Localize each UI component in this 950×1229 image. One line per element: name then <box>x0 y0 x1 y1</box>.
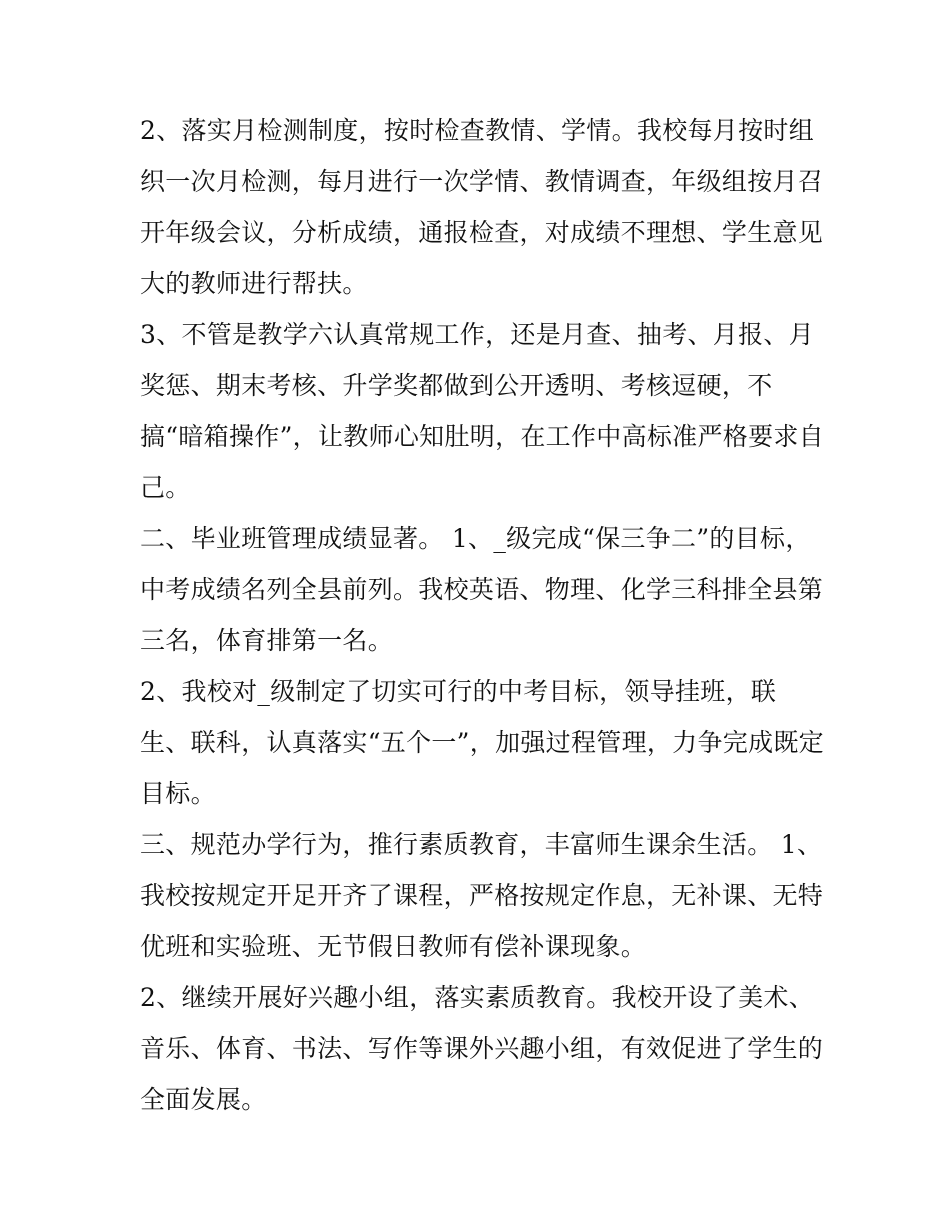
text-line: 大的教师进行帮扶。 <box>140 269 368 298</box>
text-line: 音乐、体育、书法、写作等课外兴趣小组，有效促进了学生的 <box>140 1034 824 1063</box>
text-line: 目标。 <box>140 779 216 808</box>
text-line: 搞“暗箱操作”，让教师心知肚明，在工作中高标准严格要求自 <box>140 422 824 451</box>
text-line: 生、联科，认真落实“五个一”，加强过程管理，力争完成既定 <box>140 728 824 757</box>
text-line: 2、落实月检测制度，按时检查教情、学情。我校每月按时组 <box>140 116 815 145</box>
text-line: 全面发展。 <box>140 1085 267 1114</box>
text-line: 优班和实验班、无节假日教师有偿补课现象。 <box>140 932 647 961</box>
text-line: 织一次月检测，每月进行一次学情、教情调查，年级组按月召 <box>140 167 824 196</box>
text-line: 奖惩、期末考核、升学奖都做到公开透明、考核逗硬，不 <box>140 371 773 400</box>
text-line: 3、不管是教学六认真常规工作，还是月查、抽考、月报、月 <box>140 320 815 349</box>
text-line: 二、毕业班管理成绩显著。 1、_级完成“保三争二”的目标， <box>140 524 811 553</box>
document-body <box>140 105 824 1125</box>
text-line: 开年级会议，分析成绩，通报检查，对成绩不理想、学生意见 <box>140 218 824 247</box>
text-line: 2、继续开展好兴趣小组，落实素质教育。我校开设了美术、 <box>140 983 815 1012</box>
text-line: 三名，体育排第一名。 <box>140 626 394 655</box>
text-line: 己。 <box>140 473 191 502</box>
text-line: 2、我校对_级制定了切实可行的中考目标，领导挂班，联 <box>140 677 777 706</box>
text-line: 我校按规定开足开齐了课程，严格按规定作息，无补课、无特 <box>140 881 824 910</box>
text-line: 三、规范办学行为，推行素质教育，丰富师生课余生活。 1、 <box>140 830 823 859</box>
text-line: 中考成绩名列全县前列。我校英语、物理、化学三科排全县第 <box>140 575 824 604</box>
